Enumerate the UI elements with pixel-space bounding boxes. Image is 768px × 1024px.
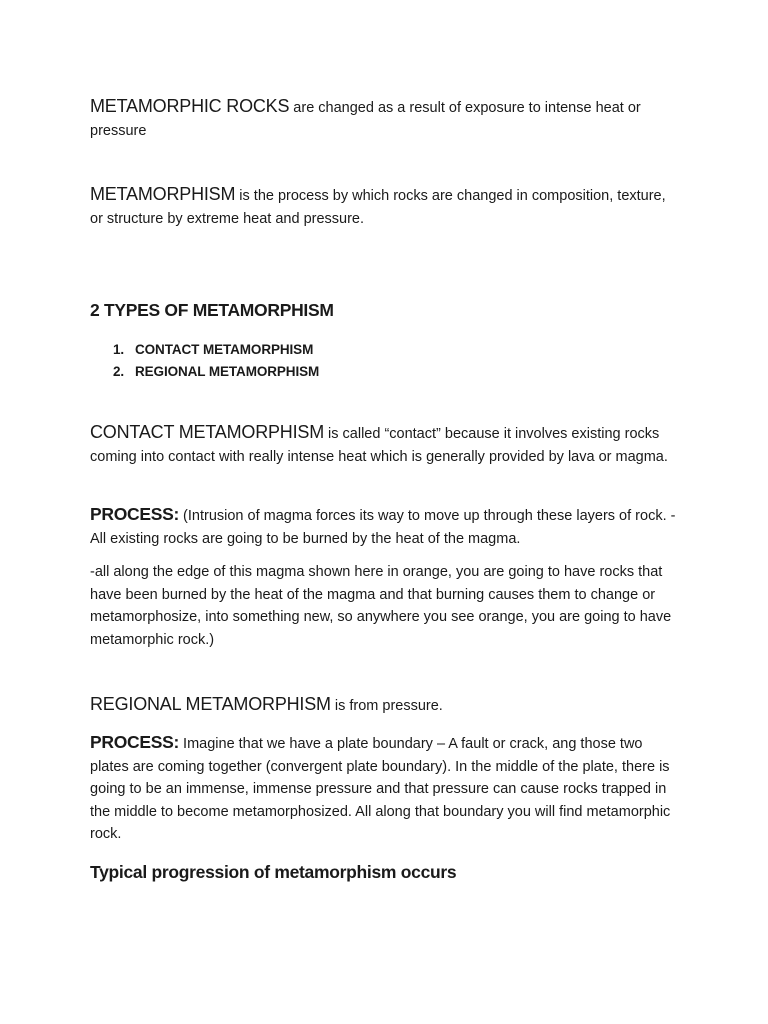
contact-metamorphism-term: CONTACT METAMORPHISM bbox=[90, 422, 324, 442]
list-item-number: 1. bbox=[113, 342, 125, 357]
regional-process bbox=[90, 731, 680, 846]
regional-metamorphism-definition bbox=[90, 693, 680, 718]
metamorphic-rocks-definition bbox=[90, 95, 680, 142]
contact-metamorphism-definition bbox=[90, 421, 680, 468]
metamorphism-definition bbox=[90, 183, 680, 230]
contact-metamorphism-text: is called “contact” because it involves existing rocks coming into contact with really intense heat which is generally provided by lava or magma. bbox=[90, 426, 668, 465]
document-page bbox=[90, 0, 680, 1024]
progression-heading: Typical progression of metamorphism occurs bbox=[90, 862, 457, 882]
contact-process-label: PROCESS: bbox=[90, 504, 180, 524]
regional-metamorphism-term: REGIONAL METAMORPHISM bbox=[90, 694, 331, 714]
list-item-label: REGIONAL METAMORPHISM bbox=[135, 363, 320, 379]
types-heading: 2 TYPES OF METAMORPHISM bbox=[90, 300, 334, 320]
regional-metamorphism-text: is from pressure. bbox=[330, 698, 443, 714]
list-item-label: CONTACT METAMORPHISM bbox=[135, 342, 314, 357]
metamorphic-rocks-term: METAMORPHIC ROCKS bbox=[90, 96, 290, 116]
list-item-number: 2. bbox=[113, 363, 125, 379]
list-item bbox=[113, 361, 319, 383]
contact-process-text: (Intrusion of magma forces its way to move up through these layers of rock. -All existing rocks are going to be burned by the heat of the magma. bbox=[90, 508, 676, 547]
contact-process-continued: -all along the edge of this magma shown here in orange, you are going to have rocks that have been burned by the heat of the magma and that burning causes them to change or metamorphosize, into something new, so anywhere you see orange, you are going to have metamorphic rock.) bbox=[90, 564, 672, 648]
metamorphism-text: is the process by which rocks are changed in composition, texture, or structure by extreme heat and pressure. bbox=[90, 188, 666, 227]
metamorphic-rocks-text: are changed as a result of exposure to intense heat or pressure bbox=[90, 100, 641, 139]
regional-process-label: PROCESS: bbox=[90, 732, 180, 752]
metamorphism-term: METAMORPHISM bbox=[90, 184, 236, 204]
contact-process bbox=[90, 503, 680, 550]
regional-process-text: Imagine that we have a plate boundary – A fault or crack, ang those two plates are coming together (convergent plate boundary). In the middle of the plate, there is going to be an immense, immense pressure and that pressure can cause rocks trapped in the middle to become metamorphosized. All along that boundary you will find metamorphic rock. bbox=[90, 736, 671, 842]
types-list bbox=[113, 339, 319, 382]
list-item bbox=[113, 339, 319, 361]
